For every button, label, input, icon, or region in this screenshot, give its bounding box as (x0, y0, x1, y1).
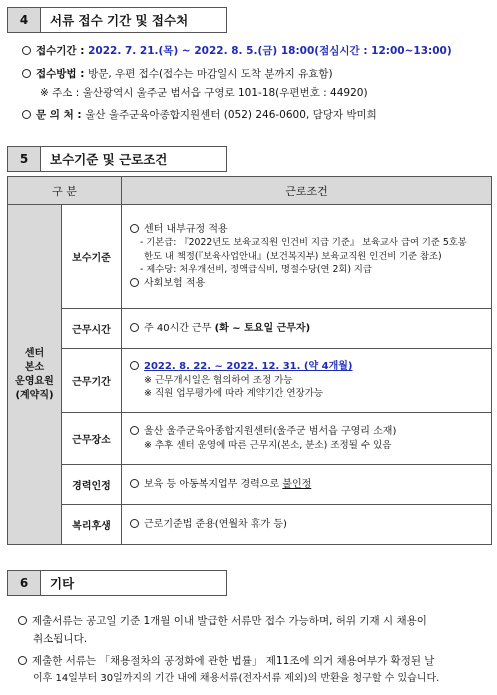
circle-bullet-icon (22, 110, 31, 119)
period-conditions: 2022. 8. 22. ~ 2022. 12. 31. (약 4개월) ※ 근무개시일은 협의하여 조정 가능 ※ 직원 업무평가에 따라 계약기간 연장가능 (122, 349, 492, 413)
section-4-header (7, 7, 227, 33)
circle-bullet-icon (18, 656, 27, 665)
circle-bullet-icon (22, 69, 31, 78)
section-6-header (7, 570, 227, 596)
career-conditions: 보육 등 아동복지업무 경력으로 불인정 (122, 465, 492, 505)
section-5-header (7, 146, 227, 172)
hours-conditions: 주 40시간 근무 (화 ~ 토요일 근무자) (122, 309, 492, 349)
row-label: 근무기간 (62, 349, 122, 413)
contact-info: 문 의 처 : 울산 울주군육아종합지원센터 (052) 246-0600, 담당자 박미희 (22, 108, 377, 122)
row-label: 근무장소 (62, 413, 122, 465)
application-method: 접수방법 : 방문, 우편 접수(접수는 마감일시 도착 분까지 유효함) (22, 67, 333, 81)
table-row (8, 413, 492, 465)
working-conditions-table (7, 176, 492, 545)
section-number: 4 (7, 7, 41, 33)
table-row (8, 205, 492, 309)
row-label: 복리후생 (62, 505, 122, 545)
circle-bullet-icon (130, 323, 139, 332)
section-title: 보수기준 및 근로조건 (41, 146, 227, 172)
circle-bullet-icon (130, 361, 139, 370)
circle-bullet-icon (22, 46, 31, 55)
row-label: 근무시간 (62, 309, 122, 349)
header-category: 구 분 (8, 177, 122, 205)
table-row (8, 465, 492, 505)
circle-bullet-icon (18, 616, 27, 625)
group-label: 센터 본소 운영요원 (계약직) (8, 205, 62, 545)
welfare-conditions: 근로기준법 준용(연월차 휴가 등) (122, 505, 492, 545)
table-row (8, 309, 492, 349)
note-paragraph-2: 제출한 서류는 「채용절차의 공정화에 관한 법률」 제11조에 의거 채용여부가 확정된 날 이후 14일부터 30일까지의 기간 내에 채용서류(전자서류 제외)의 반환을 청구할 수 있습니다. (18, 652, 492, 688)
application-period-value: 2022. 7. 21.(목) ~ 2022. 8. 5.(금) 18:00(점심시간 : 12:00~13:00) (88, 45, 452, 57)
section-title: 서류 접수 기간 및 접수처 (41, 7, 227, 33)
section-number: 5 (7, 146, 41, 172)
address-note: ※ 주소 : 울산광역시 울주군 범서읍 구영로 101-18(우편번호 : 44920) (40, 87, 368, 99)
note-paragraph-1: 제출서류는 공고일 기준 1개월 이내 발급한 서류만 접수 가능하며, 허위 기재 시 채용이 취소됩니다. (18, 612, 492, 648)
circle-bullet-icon (130, 519, 139, 528)
row-label: 경력인정 (62, 465, 122, 505)
section-number: 6 (7, 570, 41, 596)
header-conditions: 근로조건 (122, 177, 492, 205)
row-label: 보수기준 (62, 205, 122, 309)
section-title: 기타 (41, 570, 227, 596)
place-conditions: 울산 울주군육아종합지원센터(울주군 범서읍 구영리 소재) ※ 추후 센터 운영에 따른 근무지(본소, 분소) 조정될 수 있음 (122, 413, 492, 465)
pay-conditions: 센터 내부규정 적용 - 기본급: 『2022년도 보육교직원 인건비 지급 기준』 보육교사 급여 기준 5호봉 한도 내 책정(『보육사업안내』(보건복지부) 보육교직원 인건비 기준 참조) - 제수당: 처우개선비, 정액급식비, 명절수당(연 2회) 지급 사회보험 적용 (122, 205, 492, 309)
circle-bullet-icon (130, 224, 139, 233)
application-period: 접수기간 : 2022. 7. 21.(목) ~ 2022. 8. 5.(금) 18:00(점심시간 : 12:00~13:00) (22, 44, 452, 58)
circle-bullet-icon (130, 278, 139, 287)
table-row (8, 505, 492, 545)
table-header-row (8, 177, 492, 205)
circle-bullet-icon (130, 426, 139, 435)
circle-bullet-icon (130, 479, 139, 488)
table-row (8, 349, 492, 413)
